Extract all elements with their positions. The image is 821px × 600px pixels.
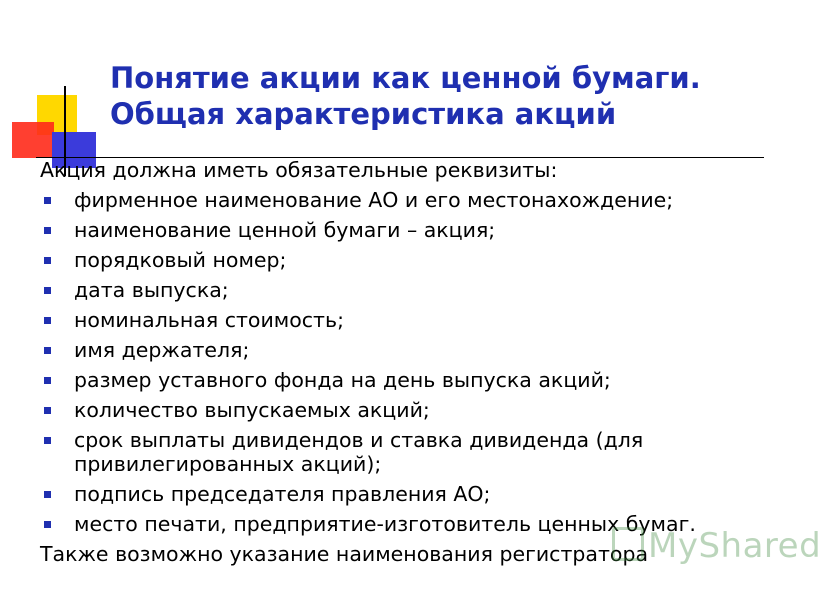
list-item: размер уставного фонда на день выпуска акций; (40, 368, 790, 392)
bullet-icon (44, 227, 51, 234)
bullet-icon (44, 521, 51, 528)
list-item: имя держателя; (40, 338, 790, 362)
watermark-text: MyShared (648, 526, 821, 566)
slide-title (110, 60, 780, 132)
list-item: срок выплаты дивидендов и ставка дивиденда (для привилегированных акций); (40, 428, 790, 476)
bullet-icon (44, 317, 51, 324)
list-item: дата выпуска; (40, 278, 790, 302)
bullet-icon (44, 197, 51, 204)
list-item: фирменное наименование АО и его местонахождение; (40, 188, 790, 212)
watermark (612, 526, 821, 566)
title-line-1: Понятие акции как ценной бумаги. (110, 61, 701, 95)
bullet-icon (44, 491, 51, 498)
bullet-icon (44, 347, 51, 354)
list-item: порядковый номер; (40, 248, 790, 272)
decor-red-square (12, 122, 54, 158)
requisites-list (40, 188, 790, 536)
list-item: место печати, предприятие-изготовитель ценных бумаг. (40, 512, 790, 536)
bullet-icon (44, 437, 51, 444)
title-line-2: Общая характеристика акций (110, 97, 617, 131)
list-item: наименование ценной бумаги – акция; (40, 218, 790, 242)
bullet-icon (44, 377, 51, 384)
bullet-icon (44, 287, 51, 294)
presentation-icon (612, 527, 644, 561)
bullet-icon (44, 257, 51, 264)
bullet-icon (44, 407, 51, 414)
list-item: подпись председателя правления АО; (40, 482, 790, 506)
outro-text: Также возможно указание наименования регистратора (40, 542, 649, 566)
list-item: номинальная стоимость; (40, 308, 790, 332)
list-item: количество выпускаемых акций; (40, 398, 790, 422)
slide-body (40, 158, 790, 566)
intro-text: Акция должна иметь обязательные реквизиты: (40, 158, 558, 182)
